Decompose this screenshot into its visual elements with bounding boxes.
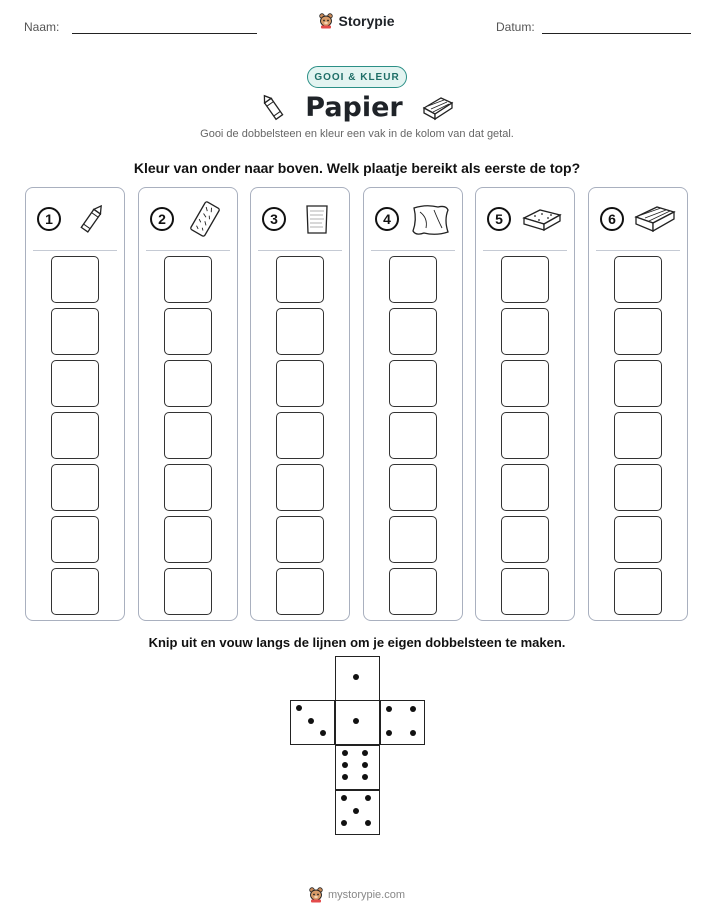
die-pip xyxy=(353,808,359,814)
color-cell[interactable] xyxy=(164,308,212,355)
column-divider xyxy=(33,250,117,251)
die-face-3 xyxy=(290,700,335,745)
column-number: 4 xyxy=(375,207,399,231)
instruction: Kleur van onder naar boven. Welk plaatje bereikt als eerste de top? xyxy=(133,160,581,176)
color-cell[interactable] xyxy=(501,464,549,511)
die-pip xyxy=(362,774,368,780)
roll-column-2 xyxy=(138,187,238,621)
color-cell[interactable] xyxy=(389,256,437,303)
name-line xyxy=(72,33,257,34)
name-label: Naam: xyxy=(24,20,60,34)
color-cell[interactable] xyxy=(164,412,212,459)
bark-icon xyxy=(183,200,227,238)
color-cell[interactable] xyxy=(389,568,437,615)
date-line xyxy=(542,33,691,34)
die-pip xyxy=(386,706,392,712)
column-number: 2 xyxy=(150,207,174,231)
die-face-1-center xyxy=(335,700,380,745)
crayon-icon xyxy=(70,200,114,238)
wood-block-icon xyxy=(633,200,677,238)
color-cell[interactable] xyxy=(276,568,324,615)
roll-column-5 xyxy=(475,187,575,621)
subtitle: Gooi de dobbelsteen en kleur een vak in de kolom van dat getal. xyxy=(200,128,514,140)
color-cell[interactable] xyxy=(51,360,99,407)
color-cell[interactable] xyxy=(276,412,324,459)
column-header xyxy=(589,188,687,250)
column-header xyxy=(139,188,237,250)
color-cell[interactable] xyxy=(276,516,324,563)
crayon-icon xyxy=(259,93,287,123)
color-cell[interactable] xyxy=(501,412,549,459)
die-pip xyxy=(410,730,416,736)
color-cell[interactable] xyxy=(501,360,549,407)
title-row xyxy=(0,92,714,123)
paper-sheet-icon xyxy=(295,200,339,238)
die-pip xyxy=(342,774,348,780)
color-cell[interactable] xyxy=(614,464,662,511)
roll-column-6 xyxy=(588,187,688,621)
column-number: 5 xyxy=(487,207,511,231)
color-cell[interactable] xyxy=(276,464,324,511)
color-cell[interactable] xyxy=(614,516,662,563)
die-face-5 xyxy=(335,790,380,835)
color-cell[interactable] xyxy=(51,412,99,459)
die-pip xyxy=(308,718,314,724)
column-header xyxy=(364,188,462,250)
color-cell[interactable] xyxy=(51,308,99,355)
logo-text: Storypie xyxy=(338,13,395,29)
die-pip xyxy=(365,820,371,826)
color-cell[interactable] xyxy=(389,464,437,511)
die-pip xyxy=(362,762,368,768)
color-cell[interactable] xyxy=(614,360,662,407)
column-header xyxy=(476,188,574,250)
wood-block-icon xyxy=(421,94,455,122)
color-cell[interactable] xyxy=(51,516,99,563)
logo xyxy=(0,13,714,29)
die-pip xyxy=(362,750,368,756)
die-face-1 xyxy=(335,656,380,701)
die-pip xyxy=(341,820,347,826)
die-pip xyxy=(341,795,347,801)
color-cell[interactable] xyxy=(614,568,662,615)
die-pip xyxy=(365,795,371,801)
die-pip xyxy=(386,730,392,736)
color-cell[interactable] xyxy=(389,360,437,407)
color-cell[interactable] xyxy=(614,412,662,459)
die-pip xyxy=(342,750,348,756)
color-cell[interactable] xyxy=(51,256,99,303)
die-pip xyxy=(353,674,359,680)
column-divider xyxy=(258,250,342,251)
color-cell[interactable] xyxy=(276,308,324,355)
page-title: Papier xyxy=(305,92,403,123)
die-pip xyxy=(353,718,359,724)
column-divider xyxy=(596,250,680,251)
color-cell[interactable] xyxy=(501,308,549,355)
roll-column-1 xyxy=(25,187,125,621)
color-cell[interactable] xyxy=(164,360,212,407)
color-cell[interactable] xyxy=(501,568,549,615)
color-cell[interactable] xyxy=(164,516,212,563)
die-face-6 xyxy=(335,745,380,790)
column-header xyxy=(251,188,349,250)
die-pip xyxy=(410,706,416,712)
column-divider xyxy=(371,250,455,251)
column-divider xyxy=(146,250,230,251)
color-cell[interactable] xyxy=(501,516,549,563)
column-number: 3 xyxy=(262,207,286,231)
color-cell[interactable] xyxy=(164,568,212,615)
activity-badge: GOOI & KLEUR xyxy=(307,66,407,88)
color-cell[interactable] xyxy=(389,412,437,459)
storypie-mascot-icon xyxy=(319,13,333,29)
color-cell[interactable] xyxy=(501,256,549,303)
die-pip xyxy=(342,762,348,768)
color-cell[interactable] xyxy=(614,308,662,355)
cloth-icon xyxy=(408,200,452,238)
date-label: Datum: xyxy=(496,20,535,34)
column-divider xyxy=(483,250,567,251)
roll-column-4 xyxy=(363,187,463,621)
die-pip xyxy=(296,705,302,711)
die-instruction: Knip uit en vouw langs de lijnen om je eigen dobbelsteen te maken. xyxy=(148,635,566,650)
storypie-mascot-icon xyxy=(309,887,323,903)
column-number: 6 xyxy=(600,207,624,231)
die-pip xyxy=(320,730,326,736)
color-cell[interactable] xyxy=(51,568,99,615)
color-cell[interactable] xyxy=(164,464,212,511)
color-cell[interactable] xyxy=(614,256,662,303)
color-cell[interactable] xyxy=(51,464,99,511)
column-number: 1 xyxy=(37,207,61,231)
sponge-icon xyxy=(520,200,564,238)
color-cell[interactable] xyxy=(389,308,437,355)
color-cell[interactable] xyxy=(164,256,212,303)
column-header xyxy=(26,188,124,250)
color-cell[interactable] xyxy=(389,516,437,563)
footer-text: mystorypie.com xyxy=(327,889,406,901)
roll-column-3 xyxy=(250,187,350,621)
color-cell[interactable] xyxy=(276,256,324,303)
color-cell[interactable] xyxy=(276,360,324,407)
die-face-4 xyxy=(380,700,425,745)
footer xyxy=(0,887,714,903)
